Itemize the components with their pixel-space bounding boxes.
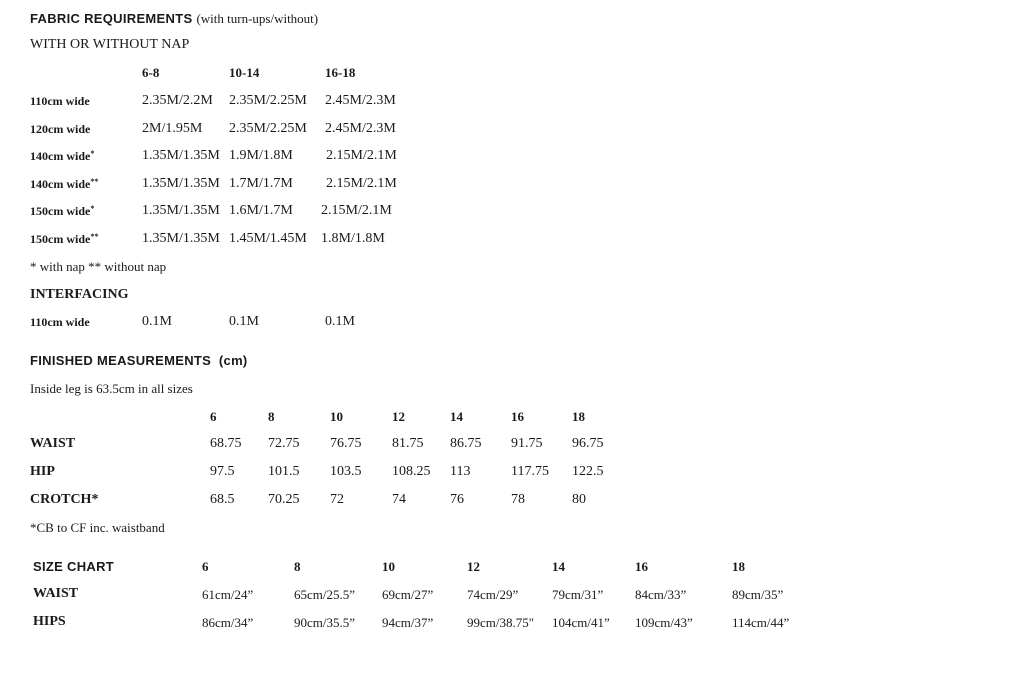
size-chart-header: 8	[294, 559, 301, 574]
finished-cell: 72	[330, 492, 344, 507]
fabric-row-label: 120cm wide	[30, 122, 91, 136]
size-chart-header: 10	[382, 559, 395, 574]
fabric-cell: 1.35M/1.35M	[142, 176, 220, 191]
interfacing-title: INTERFACING	[30, 287, 129, 302]
fabric-title: FABRIC REQUIREMENTS	[30, 11, 193, 26]
size-chart-row-label: WAIST	[33, 586, 79, 601]
finished-size-header: 18	[572, 409, 585, 424]
size-chart-header: 18	[732, 559, 745, 574]
fabric-cell: 2.15M/2.1M	[326, 176, 397, 191]
fabric-subtitle: WITH OR WITHOUT NAP	[30, 37, 190, 52]
fabric-cell: 2.45M/2.3M	[325, 93, 396, 108]
fabric-cell: 1.7M/1.7M	[229, 176, 293, 191]
finished-size-header: 12	[392, 409, 405, 424]
finished-cell: 122.5	[572, 464, 604, 479]
fabric-cell: 1.8M/1.8M	[321, 231, 385, 246]
size-chart-cell: 61cm/24”	[202, 587, 254, 602]
fabric-row-label: 110cm wide	[30, 94, 90, 108]
size-chart-cell: 86cm/34”	[202, 615, 254, 630]
finished-size-header: 8	[268, 409, 275, 424]
finished-cell: 108.25	[392, 464, 431, 479]
finished-cell: 113	[450, 464, 471, 479]
size-chart-cell: 84cm/33”	[635, 587, 687, 602]
fabric-cell: 1.45M/1.45M	[229, 231, 307, 246]
size-chart-cell: 99cm/38.75"	[467, 615, 535, 630]
fabric-header-2: 10-14	[229, 65, 260, 80]
size-chart-title: SIZE CHART	[33, 559, 114, 574]
finished-cell: 68.75	[210, 436, 242, 451]
size-chart-cell: 114cm/44”	[732, 615, 790, 630]
finished-cell: 72.75	[268, 436, 300, 451]
fabric-header-1: 6-8	[142, 65, 160, 80]
fabric-header-3: 16-18	[325, 65, 356, 80]
interfacing-row-label: 110cm wide	[30, 315, 90, 329]
fabric-row-label: 140cm wide**	[30, 177, 99, 191]
size-chart-header: 12	[467, 559, 480, 574]
interfacing-cell: 0.1M	[325, 314, 355, 329]
fabric-cell: 1.35M/1.35M	[142, 148, 220, 163]
size-chart-cell: 104cm/41”	[552, 615, 610, 630]
size-chart-cell: 69cm/27”	[382, 587, 434, 602]
finished-row-label: CROTCH*	[30, 492, 99, 507]
size-chart-row-label: HIPS	[33, 614, 66, 629]
finished-cell: 68.5	[210, 492, 235, 507]
finished-cell: 80	[572, 492, 586, 507]
fabric-requirements-heading	[30, 11, 318, 27]
finished-cell: 101.5	[268, 464, 300, 479]
fabric-cell: 2.35M/2.25M	[229, 121, 307, 136]
interfacing-cell: 0.1M	[229, 314, 259, 329]
finished-cell: 96.75	[572, 436, 604, 451]
fabric-cell: 2.35M/2.2M	[142, 93, 213, 108]
size-chart-cell: 109cm/43”	[635, 615, 693, 630]
size-chart-header: 16	[635, 559, 648, 574]
finished-note: Inside leg is 63.5cm in all sizes	[30, 381, 193, 396]
size-chart-cell: 89cm/35”	[732, 587, 784, 602]
size-chart-cell: 94cm/37”	[382, 615, 434, 630]
fabric-title-note: (with turn-ups/without)	[196, 11, 319, 26]
fabric-cell: 2M/1.95M	[142, 121, 203, 136]
size-chart-header: 6	[202, 559, 209, 574]
size-chart-cell: 79cm/31”	[552, 587, 604, 602]
finished-cell: 78	[511, 492, 525, 507]
size-chart-cell: 65cm/25.5”	[294, 587, 356, 602]
size-chart-cell: 90cm/35.5”	[294, 615, 356, 630]
fabric-row-label: 150cm wide**	[30, 232, 99, 246]
finished-cell: 70.25	[268, 492, 300, 507]
fabric-cell: 1.35M/1.35M	[142, 231, 220, 246]
finished-cell: 91.75	[511, 436, 543, 451]
finished-cell: 81.75	[392, 436, 424, 451]
fabric-row-label: 140cm wide*	[30, 149, 95, 163]
finished-footnote: *CB to CF inc. waistband	[30, 520, 165, 535]
finished-cell: 103.5	[330, 464, 362, 479]
finished-cell: 76.75	[330, 436, 362, 451]
finished-cell: 117.75	[511, 464, 549, 479]
finished-size-header: 14	[450, 409, 463, 424]
finished-cell: 86.75	[450, 436, 482, 451]
size-chart-cell: 74cm/29”	[467, 587, 519, 602]
fabric-cell: 2.15M/2.1M	[326, 148, 397, 163]
fabric-cell: 1.6M/1.7M	[229, 203, 293, 218]
fabric-cell: 2.15M/2.1M	[321, 203, 392, 218]
fabric-row-label: 150cm wide*	[30, 204, 95, 218]
fabric-footnote: * with nap ** without nap	[30, 259, 167, 274]
finished-row-label: HIP	[30, 464, 55, 479]
finished-size-header: 10	[330, 409, 343, 424]
fabric-cell: 1.35M/1.35M	[142, 203, 220, 218]
finished-row-label: WAIST	[30, 436, 76, 451]
size-chart-header: 14	[552, 559, 565, 574]
finished-cell: 97.5	[210, 464, 235, 479]
fabric-cell: 2.35M/2.25M	[229, 93, 307, 108]
fabric-cell: 2.45M/2.3M	[325, 121, 396, 136]
interfacing-cell: 0.1M	[142, 314, 172, 329]
finished-size-header: 16	[511, 409, 524, 424]
finished-cell: 76	[450, 492, 464, 507]
finished-title: FINISHED MEASUREMENTS (cm)	[30, 353, 248, 368]
fabric-cell: 1.9M/1.8M	[229, 148, 293, 163]
finished-cell: 74	[392, 492, 406, 507]
finished-size-header: 6	[210, 409, 217, 424]
